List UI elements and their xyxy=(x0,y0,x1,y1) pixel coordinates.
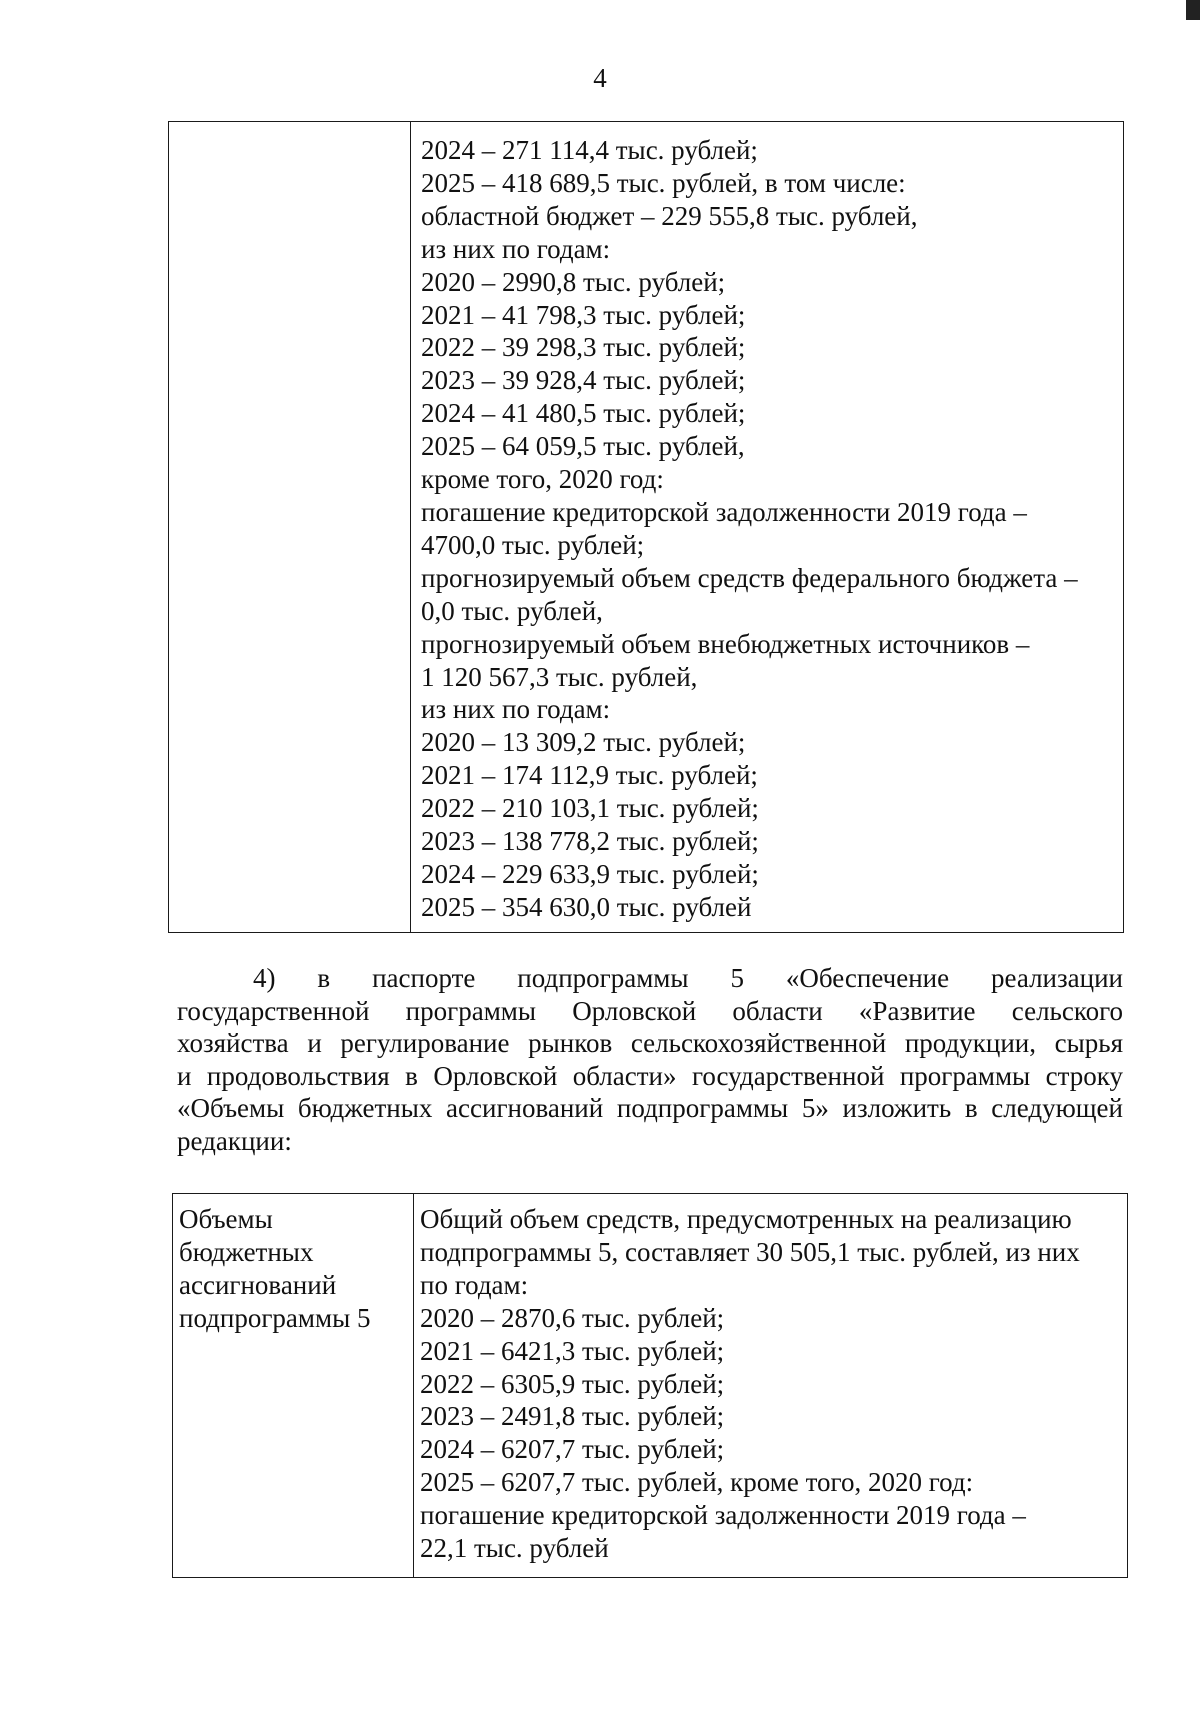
text-line: 2023 – 2491,8 тыс. рублей; xyxy=(420,1401,725,1432)
table-value-lines xyxy=(414,1194,1127,1571)
paragraph-line: «Объемы бюджетных ассигнований подпрограммы 5» изложить в следующей xyxy=(177,1093,1123,1123)
text-line: 2022 – 6305,9 тыс. рублей; xyxy=(420,1368,725,1399)
text-line: прогнозируемый объем внебюджетных источников – xyxy=(421,628,1030,659)
table-label-lines xyxy=(173,1194,413,1341)
amendment-paragraph xyxy=(177,962,1123,1157)
text-line: 2025 – 418 689,5 тыс. рублей, в том числе: xyxy=(421,167,906,198)
text-line: подпрограммы 5, составляет 30 505,1 тыс. рублей, из них xyxy=(420,1236,1080,1267)
text-line: 2020 – 2870,6 тыс. рублей; xyxy=(420,1302,725,1333)
text-line: 0,0 тыс. рублей, xyxy=(421,595,603,626)
table-value-cell xyxy=(411,122,1124,933)
table-row xyxy=(169,122,1124,933)
text-line: 4700,0 тыс. рублей; xyxy=(421,529,645,560)
paragraph-line: 4) в паспорте подпрограммы 5 «Обеспечение реализации xyxy=(253,963,1123,993)
text-line: 2025 – 6207,7 тыс. рублей, кроме того, 2020 год: xyxy=(420,1467,974,1498)
budget-table-continuation xyxy=(168,121,1124,933)
text-line: Общий объем средств, предусмотренных на реализацию xyxy=(420,1204,1072,1234)
text-line: 2020 – 13 309,2 тыс. рублей; xyxy=(421,727,746,758)
text-line: Объемы xyxy=(179,1204,273,1234)
text-line: кроме того, 2020 год: xyxy=(421,464,664,495)
text-line: 2024 – 271 114,4 тыс. рублей; xyxy=(421,135,758,165)
text-line: погашение кредиторской задолженности 2019 года – xyxy=(421,496,1027,527)
text-line: 22,1 тыс. рублей xyxy=(420,1533,609,1564)
text-line: по годам: xyxy=(420,1269,529,1300)
text-line: 2021 – 41 798,3 тыс. рублей; xyxy=(421,299,746,330)
text-line: 2024 – 6207,7 тыс. рублей; xyxy=(420,1434,725,1465)
text-line: 1 120 567,3 тыс. рублей, xyxy=(421,661,698,692)
text-line: 2025 – 64 059,5 тыс. рублей, xyxy=(421,431,745,462)
text-line: из них по годам: xyxy=(421,694,611,725)
text-line: 2023 – 39 928,4 тыс. рублей; xyxy=(421,365,746,396)
text-line: 2024 – 229 633,9 тыс. рублей; xyxy=(421,858,759,889)
text-line: прогнозируемый объем средств федерального бюджета – xyxy=(421,562,1078,593)
text-line: 2022 – 210 103,1 тыс. рублей; xyxy=(421,793,759,824)
text-line: 2025 – 354 630,0 тыс. рублей xyxy=(421,891,752,922)
text-line: 2024 – 41 480,5 тыс. рублей; xyxy=(421,398,746,429)
table-value-cell xyxy=(414,1194,1128,1578)
paragraph-line: государственной программы Орловской области «Развитие сельского xyxy=(177,995,1123,1026)
text-line: ассигнований xyxy=(179,1269,337,1300)
paragraph-line: хозяйства и регулирование рынков сельскохозяйственной продукции, сырья xyxy=(177,1028,1123,1058)
paragraph-line: и продовольствия в Орловской области» государственной программы строку xyxy=(177,1060,1123,1091)
text-line: 2023 – 138 778,2 тыс. рублей; xyxy=(421,826,759,857)
text-line: 2021 – 6421,3 тыс. рублей; xyxy=(420,1335,725,1366)
subprogram-5-budget-table xyxy=(172,1193,1128,1578)
table-row xyxy=(173,1194,1128,1578)
page-number: 4 xyxy=(593,63,607,93)
text-line: 2022 – 39 298,3 тыс. рублей; xyxy=(421,332,746,363)
text-line: погашение кредиторской задолженности 2019 года – xyxy=(420,1500,1026,1531)
text-line: из них по годам: xyxy=(421,233,611,264)
text-line: областной бюджет – 229 555,8 тыс. рублей, xyxy=(421,200,918,231)
text-line: 2020 – 2990,8 тыс. рублей; xyxy=(421,266,726,297)
table-label-cell xyxy=(173,1194,414,1578)
paragraph-line: редакции: xyxy=(177,1125,292,1156)
text-line: 2021 – 174 112,9 тыс. рублей; xyxy=(421,760,758,791)
text-line: бюджетных xyxy=(179,1236,314,1267)
table-value-lines xyxy=(411,122,1123,932)
text-line: подпрограммы 5 xyxy=(179,1302,371,1333)
table-label-cell xyxy=(169,122,411,933)
scan-edge-mark xyxy=(1186,0,1200,20)
